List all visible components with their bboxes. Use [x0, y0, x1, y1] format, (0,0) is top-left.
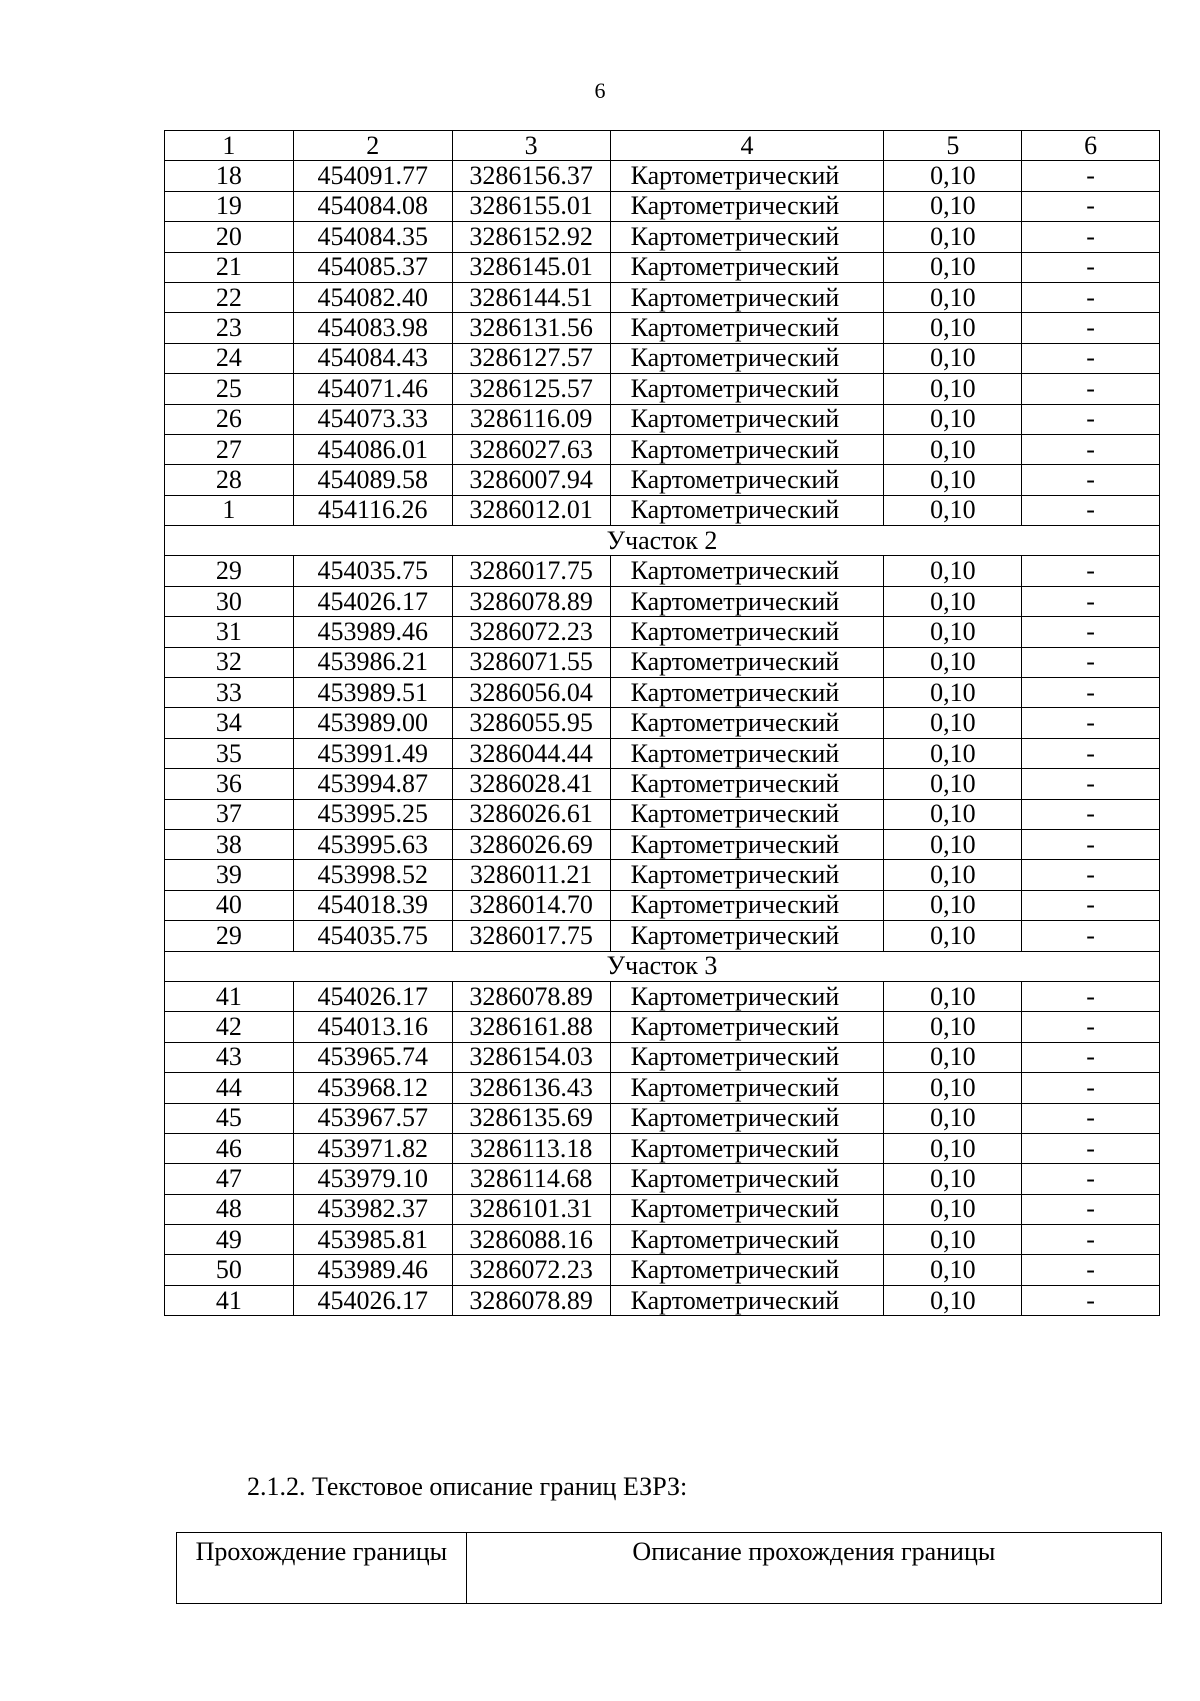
- point-number-cell: 38: [165, 829, 294, 859]
- x-coordinate-cell: 453979.10: [293, 1164, 452, 1194]
- note-cell: -: [1022, 829, 1160, 859]
- method-cell: Картометрический: [610, 1194, 884, 1224]
- y-coordinate-cell: 3286056.04: [452, 678, 610, 708]
- accuracy-cell: 0,10: [884, 921, 1022, 951]
- accuracy-cell: 0,10: [884, 343, 1022, 373]
- table-row: [165, 191, 1160, 221]
- y-coordinate-cell: 3286155.01: [452, 191, 610, 221]
- note-cell: -: [1022, 556, 1160, 586]
- section-label: Участок 3: [165, 951, 1160, 981]
- y-coordinate-cell: 3286145.01: [452, 252, 610, 282]
- method-cell: Картометрический: [610, 1225, 884, 1255]
- accuracy-cell: 0,10: [884, 617, 1022, 647]
- point-number-cell: 32: [165, 647, 294, 677]
- point-number-cell: 50: [165, 1255, 294, 1285]
- table-row: [165, 161, 1160, 191]
- accuracy-cell: 0,10: [884, 1255, 1022, 1285]
- method-cell: Картометрический: [610, 1073, 884, 1103]
- section-label: Участок 2: [165, 526, 1160, 556]
- page-number: 6: [594, 78, 606, 103]
- y-coordinate-cell: 3286161.88: [452, 1012, 610, 1042]
- table-row: [165, 1164, 1160, 1194]
- x-coordinate-cell: 453965.74: [293, 1042, 452, 1072]
- x-coordinate-cell: 453995.63: [293, 829, 452, 859]
- table-row: [165, 617, 1160, 647]
- point-number-cell: 34: [165, 708, 294, 738]
- x-coordinate-cell: 453995.25: [293, 799, 452, 829]
- table-row: [165, 434, 1160, 464]
- note-cell: -: [1022, 374, 1160, 404]
- note-cell: -: [1022, 1164, 1160, 1194]
- point-number-cell: 48: [165, 1194, 294, 1224]
- accuracy-cell: 0,10: [884, 404, 1022, 434]
- point-number-cell: 31: [165, 617, 294, 647]
- accuracy-cell: 0,10: [884, 1225, 1022, 1255]
- accuracy-cell: 0,10: [884, 769, 1022, 799]
- x-coordinate-cell: 454035.75: [293, 921, 452, 951]
- note-cell: -: [1022, 313, 1160, 343]
- y-coordinate-cell: 3286127.57: [452, 343, 610, 373]
- table-row: [165, 1133, 1160, 1163]
- accuracy-cell: 0,10: [884, 1073, 1022, 1103]
- table-row: [165, 586, 1160, 616]
- y-coordinate-cell: 3286088.16: [452, 1225, 610, 1255]
- method-cell: Картометрический: [610, 222, 884, 252]
- description-header-row: [177, 1533, 1162, 1604]
- x-coordinate-cell: 453989.00: [293, 708, 452, 738]
- method-cell: Картометрический: [610, 617, 884, 647]
- method-cell: Картометрический: [610, 708, 884, 738]
- point-number-cell: 27: [165, 434, 294, 464]
- point-number-cell: 25: [165, 374, 294, 404]
- accuracy-cell: 0,10: [884, 1194, 1022, 1224]
- x-coordinate-cell: 454026.17: [293, 586, 452, 616]
- note-cell: -: [1022, 191, 1160, 221]
- point-number-cell: 41: [165, 981, 294, 1011]
- note-cell: -: [1022, 1103, 1160, 1133]
- table-row: [165, 678, 1160, 708]
- method-cell: Картометрический: [610, 465, 884, 495]
- y-coordinate-cell: 3286136.43: [452, 1073, 610, 1103]
- accuracy-cell: 0,10: [884, 738, 1022, 768]
- column-header: 3: [452, 131, 610, 161]
- note-cell: -: [1022, 343, 1160, 373]
- accuracy-cell: 0,10: [884, 434, 1022, 464]
- method-cell: Картометрический: [610, 981, 884, 1011]
- y-coordinate-cell: 3286156.37: [452, 161, 610, 191]
- table-header-row: [165, 131, 1160, 161]
- point-number-cell: 19: [165, 191, 294, 221]
- method-cell: Картометрический: [610, 404, 884, 434]
- table-row: [165, 921, 1160, 951]
- table-row: [165, 981, 1160, 1011]
- note-cell: -: [1022, 738, 1160, 768]
- x-coordinate-cell: 454071.46: [293, 374, 452, 404]
- method-cell: Картометрический: [610, 860, 884, 890]
- method-cell: Картометрический: [610, 343, 884, 373]
- point-number-cell: 37: [165, 799, 294, 829]
- accuracy-cell: 0,10: [884, 252, 1022, 282]
- point-number-cell: 36: [165, 769, 294, 799]
- method-cell: Картометрический: [610, 434, 884, 464]
- note-cell: -: [1022, 1133, 1160, 1163]
- table-row: [165, 556, 1160, 586]
- y-coordinate-cell: 3286078.89: [452, 586, 610, 616]
- point-number-cell: 18: [165, 161, 294, 191]
- point-number-cell: 21: [165, 252, 294, 282]
- section-row: [165, 951, 1160, 981]
- accuracy-cell: 0,10: [884, 860, 1022, 890]
- x-coordinate-cell: 454026.17: [293, 981, 452, 1011]
- accuracy-cell: 0,10: [884, 1103, 1022, 1133]
- method-cell: Картометрический: [610, 1255, 884, 1285]
- y-coordinate-cell: 3286116.09: [452, 404, 610, 434]
- accuracy-cell: 0,10: [884, 1042, 1022, 1072]
- x-coordinate-cell: 454013.16: [293, 1012, 452, 1042]
- y-coordinate-cell: 3286028.41: [452, 769, 610, 799]
- table-row: [165, 374, 1160, 404]
- y-coordinate-cell: 3286144.51: [452, 282, 610, 312]
- coordinates-table: [164, 130, 1160, 1316]
- accuracy-cell: 0,10: [884, 1164, 1022, 1194]
- note-cell: -: [1022, 1194, 1160, 1224]
- y-coordinate-cell: 3286078.89: [452, 1285, 610, 1315]
- y-coordinate-cell: 3286113.18: [452, 1133, 610, 1163]
- boundary-description-header: Описание прохождения границы: [466, 1533, 1161, 1604]
- note-cell: -: [1022, 495, 1160, 525]
- x-coordinate-cell: 454082.40: [293, 282, 452, 312]
- method-cell: Картометрический: [610, 921, 884, 951]
- x-coordinate-cell: 454086.01: [293, 434, 452, 464]
- table-row: [165, 404, 1160, 434]
- table-row: [165, 222, 1160, 252]
- accuracy-cell: 0,10: [884, 222, 1022, 252]
- point-number-cell: 29: [165, 921, 294, 951]
- table-row: [165, 708, 1160, 738]
- note-cell: -: [1022, 981, 1160, 1011]
- point-number-cell: 46: [165, 1133, 294, 1163]
- note-cell: -: [1022, 1042, 1160, 1072]
- table-row: [165, 252, 1160, 282]
- section-subheading: 2.1.2. Текстовое описание границ ЕЗРЗ:: [247, 1472, 688, 1501]
- boundary-passage-header: Прохождение границы: [177, 1533, 467, 1604]
- description-table: [176, 1532, 1162, 1604]
- method-cell: Картометрический: [610, 495, 884, 525]
- point-number-cell: 45: [165, 1103, 294, 1133]
- point-number-cell: 49: [165, 1225, 294, 1255]
- method-cell: Картометрический: [610, 191, 884, 221]
- point-number-cell: 28: [165, 465, 294, 495]
- y-coordinate-cell: 3286044.44: [452, 738, 610, 768]
- note-cell: -: [1022, 1255, 1160, 1285]
- note-cell: -: [1022, 222, 1160, 252]
- point-number-cell: 47: [165, 1164, 294, 1194]
- note-cell: -: [1022, 1073, 1160, 1103]
- column-header: 1: [165, 131, 294, 161]
- y-coordinate-cell: 3286012.01: [452, 495, 610, 525]
- accuracy-cell: 0,10: [884, 556, 1022, 586]
- y-coordinate-cell: 3286154.03: [452, 1042, 610, 1072]
- note-cell: -: [1022, 799, 1160, 829]
- accuracy-cell: 0,10: [884, 647, 1022, 677]
- x-coordinate-cell: 454026.17: [293, 1285, 452, 1315]
- table-row: [165, 495, 1160, 525]
- point-number-cell: 23: [165, 313, 294, 343]
- method-cell: Картометрический: [610, 313, 884, 343]
- method-cell: Картометрический: [610, 1133, 884, 1163]
- y-coordinate-cell: 3286071.55: [452, 647, 610, 677]
- table-row: [165, 769, 1160, 799]
- y-coordinate-cell: 3286017.75: [452, 556, 610, 586]
- point-number-cell: 40: [165, 890, 294, 920]
- x-coordinate-cell: 453989.46: [293, 617, 452, 647]
- accuracy-cell: 0,10: [884, 161, 1022, 191]
- x-coordinate-cell: 453985.81: [293, 1225, 452, 1255]
- table-row: [165, 1103, 1160, 1133]
- y-coordinate-cell: 3286011.21: [452, 860, 610, 890]
- accuracy-cell: 0,10: [884, 191, 1022, 221]
- point-number-cell: 35: [165, 738, 294, 768]
- point-number-cell: 24: [165, 343, 294, 373]
- note-cell: -: [1022, 617, 1160, 647]
- x-coordinate-cell: 454018.39: [293, 890, 452, 920]
- x-coordinate-cell: 453967.57: [293, 1103, 452, 1133]
- x-coordinate-cell: 453982.37: [293, 1194, 452, 1224]
- note-cell: -: [1022, 404, 1160, 434]
- y-coordinate-cell: 3286026.69: [452, 829, 610, 859]
- point-number-cell: 42: [165, 1012, 294, 1042]
- accuracy-cell: 0,10: [884, 799, 1022, 829]
- point-number-cell: 22: [165, 282, 294, 312]
- column-header: 5: [884, 131, 1022, 161]
- table-row: [165, 313, 1160, 343]
- x-coordinate-cell: 453971.82: [293, 1133, 452, 1163]
- y-coordinate-cell: 3286026.61: [452, 799, 610, 829]
- accuracy-cell: 0,10: [884, 708, 1022, 738]
- note-cell: -: [1022, 465, 1160, 495]
- table-row: [165, 1042, 1160, 1072]
- accuracy-cell: 0,10: [884, 495, 1022, 525]
- note-cell: -: [1022, 769, 1160, 799]
- point-number-cell: 30: [165, 586, 294, 616]
- table-row: [165, 343, 1160, 373]
- note-cell: -: [1022, 890, 1160, 920]
- y-coordinate-cell: 3286055.95: [452, 708, 610, 738]
- column-header: 4: [610, 131, 884, 161]
- accuracy-cell: 0,10: [884, 890, 1022, 920]
- point-number-cell: 41: [165, 1285, 294, 1315]
- y-coordinate-cell: 3286007.94: [452, 465, 610, 495]
- x-coordinate-cell: 453989.51: [293, 678, 452, 708]
- x-coordinate-cell: 454083.98: [293, 313, 452, 343]
- x-coordinate-cell: 453968.12: [293, 1073, 452, 1103]
- table-row: [165, 1255, 1160, 1285]
- x-coordinate-cell: 454084.35: [293, 222, 452, 252]
- accuracy-cell: 0,10: [884, 1012, 1022, 1042]
- method-cell: Картометрический: [610, 1103, 884, 1133]
- table-row: [165, 1012, 1160, 1042]
- table-row: [165, 890, 1160, 920]
- x-coordinate-cell: 454084.43: [293, 343, 452, 373]
- note-cell: -: [1022, 1012, 1160, 1042]
- note-cell: -: [1022, 708, 1160, 738]
- accuracy-cell: 0,10: [884, 1133, 1022, 1163]
- y-coordinate-cell: 3286072.23: [452, 1255, 610, 1285]
- accuracy-cell: 0,10: [884, 1285, 1022, 1315]
- accuracy-cell: 0,10: [884, 829, 1022, 859]
- point-number-cell: 43: [165, 1042, 294, 1072]
- method-cell: Картометрический: [610, 1285, 884, 1315]
- table-row: [165, 799, 1160, 829]
- table-row: [165, 860, 1160, 890]
- point-number-cell: 26: [165, 404, 294, 434]
- x-coordinate-cell: 453986.21: [293, 647, 452, 677]
- x-coordinate-cell: 453989.46: [293, 1255, 452, 1285]
- x-coordinate-cell: 454084.08: [293, 191, 452, 221]
- method-cell: Картометрический: [610, 769, 884, 799]
- y-coordinate-cell: 3286078.89: [452, 981, 610, 1011]
- point-number-cell: 33: [165, 678, 294, 708]
- column-header: 2: [293, 131, 452, 161]
- note-cell: -: [1022, 860, 1160, 890]
- y-coordinate-cell: 3286017.75: [452, 921, 610, 951]
- method-cell: Картометрический: [610, 738, 884, 768]
- method-cell: Картометрический: [610, 252, 884, 282]
- x-coordinate-cell: 454085.37: [293, 252, 452, 282]
- note-cell: -: [1022, 252, 1160, 282]
- note-cell: -: [1022, 678, 1160, 708]
- method-cell: Картометрический: [610, 1042, 884, 1072]
- table-row: [165, 647, 1160, 677]
- method-cell: Картометрический: [610, 890, 884, 920]
- y-coordinate-cell: 3286101.31: [452, 1194, 610, 1224]
- method-cell: Картометрический: [610, 678, 884, 708]
- y-coordinate-cell: 3286072.23: [452, 617, 610, 647]
- x-coordinate-cell: 454089.58: [293, 465, 452, 495]
- point-number-cell: 20: [165, 222, 294, 252]
- accuracy-cell: 0,10: [884, 586, 1022, 616]
- method-cell: Картометрический: [610, 586, 884, 616]
- method-cell: Картометрический: [610, 799, 884, 829]
- accuracy-cell: 0,10: [884, 313, 1022, 343]
- note-cell: -: [1022, 647, 1160, 677]
- table-row: [165, 829, 1160, 859]
- point-number-cell: 1: [165, 495, 294, 525]
- method-cell: Картометрический: [610, 1164, 884, 1194]
- y-coordinate-cell: 3286125.57: [452, 374, 610, 404]
- note-cell: -: [1022, 1225, 1160, 1255]
- x-coordinate-cell: 454073.33: [293, 404, 452, 434]
- x-coordinate-cell: 454116.26: [293, 495, 452, 525]
- method-cell: Картометрический: [610, 374, 884, 404]
- note-cell: -: [1022, 282, 1160, 312]
- y-coordinate-cell: 3286135.69: [452, 1103, 610, 1133]
- accuracy-cell: 0,10: [884, 981, 1022, 1011]
- y-coordinate-cell: 3286114.68: [452, 1164, 610, 1194]
- accuracy-cell: 0,10: [884, 282, 1022, 312]
- table-row: [165, 738, 1160, 768]
- accuracy-cell: 0,10: [884, 678, 1022, 708]
- section-row: [165, 526, 1160, 556]
- method-cell: Картометрический: [610, 556, 884, 586]
- note-cell: -: [1022, 921, 1160, 951]
- method-cell: Картометрический: [610, 829, 884, 859]
- y-coordinate-cell: 3286152.92: [452, 222, 610, 252]
- y-coordinate-cell: 3286014.70: [452, 890, 610, 920]
- accuracy-cell: 0,10: [884, 465, 1022, 495]
- table-row: [165, 1285, 1160, 1315]
- accuracy-cell: 0,10: [884, 374, 1022, 404]
- x-coordinate-cell: 453994.87: [293, 769, 452, 799]
- method-cell: Картометрический: [610, 282, 884, 312]
- note-cell: -: [1022, 586, 1160, 616]
- method-cell: Картометрический: [610, 161, 884, 191]
- table-row: [165, 1073, 1160, 1103]
- point-number-cell: 29: [165, 556, 294, 586]
- x-coordinate-cell: 453991.49: [293, 738, 452, 768]
- table-row: [165, 282, 1160, 312]
- note-cell: -: [1022, 434, 1160, 464]
- point-number-cell: 39: [165, 860, 294, 890]
- note-cell: -: [1022, 1285, 1160, 1315]
- table-row: [165, 465, 1160, 495]
- y-coordinate-cell: 3286131.56: [452, 313, 610, 343]
- table-row: [165, 1225, 1160, 1255]
- x-coordinate-cell: 453998.52: [293, 860, 452, 890]
- x-coordinate-cell: 454091.77: [293, 161, 452, 191]
- point-number-cell: 44: [165, 1073, 294, 1103]
- y-coordinate-cell: 3286027.63: [452, 434, 610, 464]
- method-cell: Картометрический: [610, 1012, 884, 1042]
- x-coordinate-cell: 454035.75: [293, 556, 452, 586]
- method-cell: Картометрический: [610, 647, 884, 677]
- note-cell: -: [1022, 161, 1160, 191]
- table-row: [165, 1194, 1160, 1224]
- column-header: 6: [1022, 131, 1160, 161]
